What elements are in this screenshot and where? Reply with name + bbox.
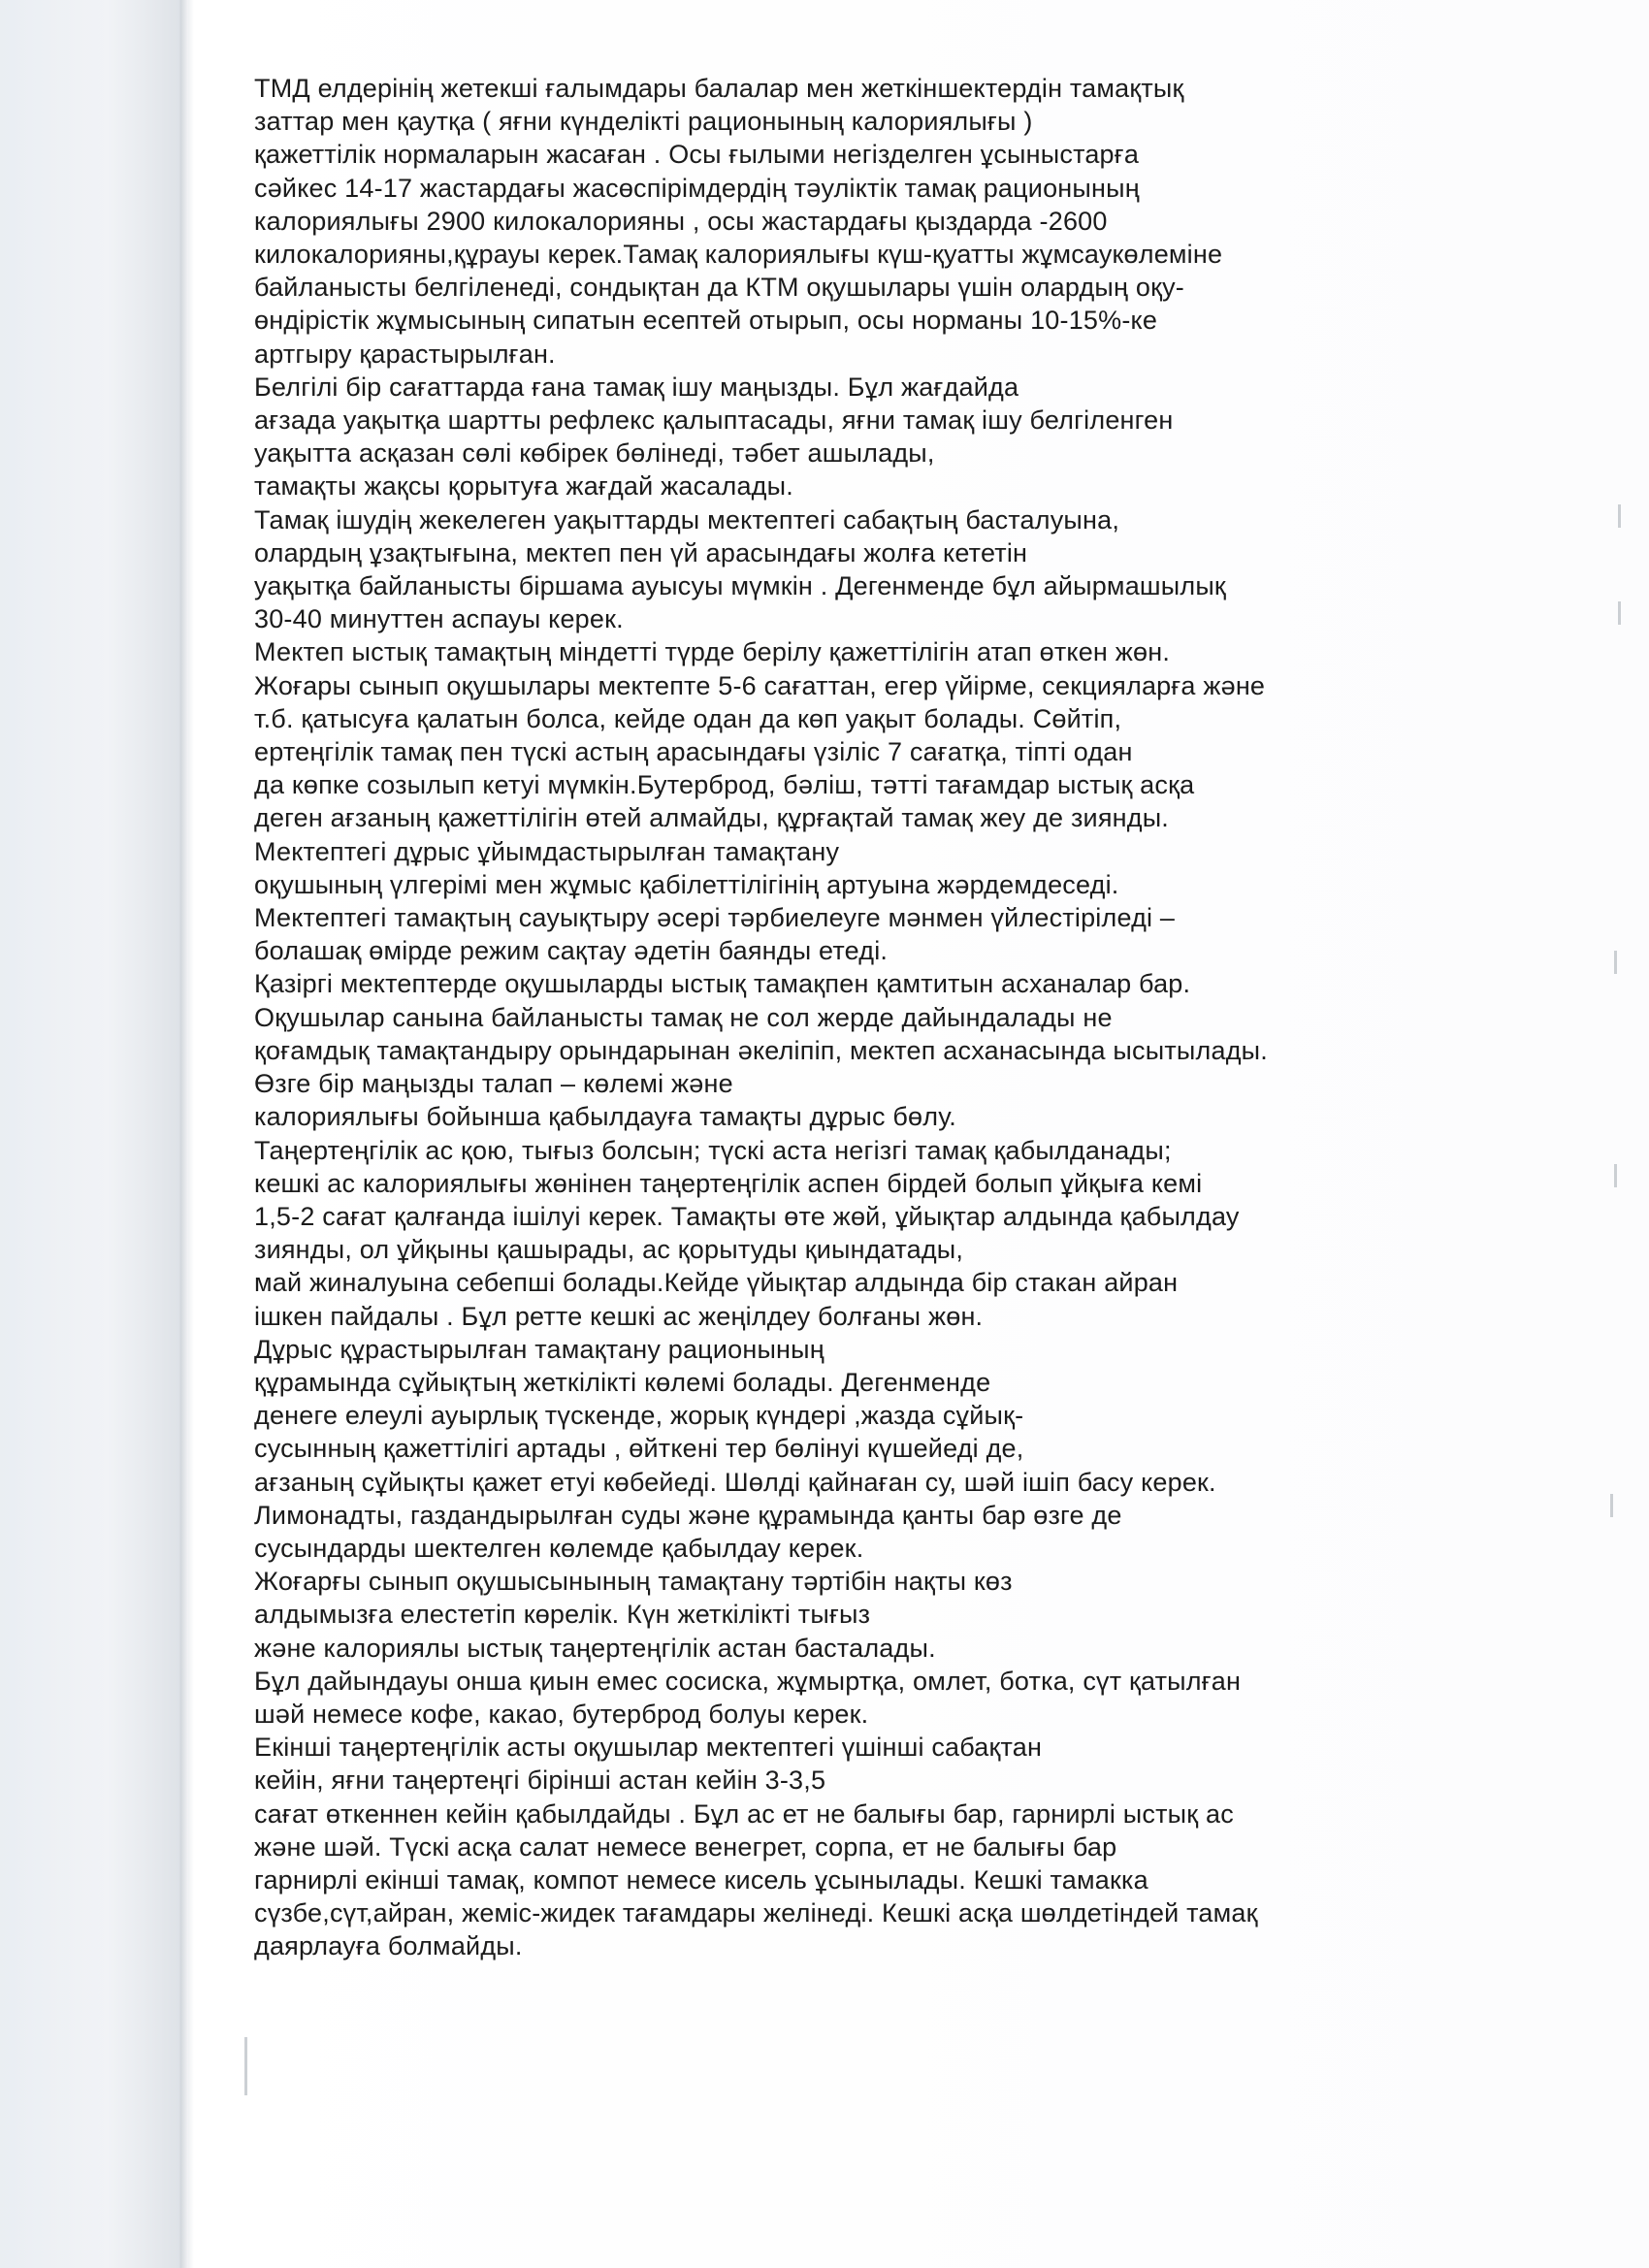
text-line: ертеңгілік тамақ пен түскі астың арасындағы үзіліс 7 сағатқа, тіпті одан <box>254 737 1133 767</box>
document-page <box>254 72 1505 2051</box>
page-gutter <box>180 0 188 2268</box>
text-line: және калориялы ыстық таңертеңгілік астан басталады. <box>254 1633 936 1663</box>
scan-speck <box>1610 1494 1613 1517</box>
text-line: алдымызға елестетіп көрелік. Күн жеткілікті тығыз <box>254 1600 871 1630</box>
scan-speck <box>1618 504 1621 528</box>
text-line: зиянды, ол ұйқыны қашырады, ас қорытуды қиындатады, <box>254 1235 964 1265</box>
text-line: болашақ өмірде режим сақтау әдетін баянды етеді. <box>254 936 889 966</box>
text-line: Дұрыс құрастырылған тамақтану рационының <box>254 1334 824 1364</box>
text-line: уақытта асқазан сөлі көбірек бөлінеді, тәбет ашылады, <box>254 438 935 469</box>
text-line: Тамақ ішудің жекелеген уақыттарды мектептегі сабақтың басталуына, <box>254 504 1120 535</box>
adjacent-page-bleed <box>0 0 179 2268</box>
text-line: олардың ұзақтығына, мектеп пен үй арасындағы жолға кететін <box>254 537 1028 567</box>
text-line: ағзаның сұйықты қажет етуі көбейеді. Шөлді қайнаған су, шәй ішіп басу керек. <box>254 1467 1216 1497</box>
text-line: қоғамдық тамақтандыру орындарынан әкеліпіп, мектеп асханасында ысытылады. <box>254 1035 1268 1065</box>
text-line: май жиналуына себепші болады.Кейде үйықтар алдында бір стакан айран <box>254 1268 1179 1298</box>
text-line: да көпке созылып кетуі мүмкін.Бутерброд, бәліш, тәтті тағамдар ыстық асқа <box>254 770 1195 800</box>
scan-speck <box>1614 1164 1617 1187</box>
text-line: өндірістік жұмысының сипатын есептей отырып, осы норманы 10-15%-ке <box>254 306 1158 336</box>
text-line: Таңертеңгілік ас қою, тығыз болсын; түскі аста негізгі тамақ қабылданады; <box>254 1135 1172 1165</box>
text-line: Жоғары сынып оқушылары мектепте 5-6 сағаттан, егер үйірме, секцияларға және <box>254 670 1266 700</box>
text-line: гарнирлі екінші тамақ, компот немесе кисель ұсынылады. Кешкі тамакка <box>254 1864 1148 1895</box>
text-line: денеге елеулі ауырлық түскенде, жорық күндері ,жазда сұйық- <box>254 1401 1024 1431</box>
text-line: Мектептегі дұрыс ұйымдастырылған тамақтану <box>254 836 840 866</box>
scan-speck <box>244 2037 247 2095</box>
scan-speck <box>1618 601 1621 625</box>
text-line: және шәй. Түскі асқа салат немесе венегрет, сорпа, ет не балығы бар <box>254 1831 1117 1862</box>
text-line: сүзбе,сүт,айран, жеміс-жидек тағамдары желінеді. Кешкі асқа шөлдетіндей тамақ <box>254 1898 1258 1928</box>
text-line: байланысты белгіленеді, сондықтан да КТМ оқушылары үшін олардың оқу- <box>254 273 1184 303</box>
text-line: калориялығы 2900 килокалорияны , осы жастардағы қыздарда -2600 <box>254 206 1108 236</box>
text-line: сусындарды шектелген көлемде қабылдау керек. <box>254 1533 864 1563</box>
text-line: артгыру қарастырылған. <box>254 339 556 369</box>
text-line: Екінші таңертеңгілік асты оқушылар мектептегі үшінші сабақтан <box>254 1733 1043 1763</box>
text-line: кешкі ас калориялығы жөнінен таңертеңгілік аспен бірдей болып ұйқыға кемі <box>254 1168 1203 1198</box>
text-line: килокалорияны,құрауы керек.Тамақ калориялығы күш-қуатты жұмсаукөлеміне <box>254 240 1223 270</box>
text-line: деген ағзаның қажеттілігін өтей алмайды, құрғақтай тамақ жеу де зиянды. <box>254 803 1170 833</box>
text-line: қажеттілік нормаларын жасаған . Осы ғылыми негізделген ұсыныстарға <box>254 140 1140 170</box>
text-line: Лимонадты, газдандырылған суды және құрамында қанты бар өзге де <box>254 1500 1122 1530</box>
text-line: 1,5-2 сағат қалғанда ішілуі керек. Тамақты өте жөй, ұйықтар алдында қабылдау <box>254 1201 1240 1231</box>
text-line: ішкен пайдалы . Бұл ретте кешкі ас жеңілдеу болғаны жөн. <box>254 1301 984 1331</box>
text-line: Жоғарғы сынып оқушысынының тамақтану тәртібін нақты көз <box>254 1567 1013 1597</box>
text-line: даярлауға болмайды. <box>254 1931 523 1961</box>
text-line: Қазіргі мектептерде оқушыларды ыстық тамақпен қамтитын асханалар бар. <box>254 969 1191 999</box>
text-line: Мектеп ыстық тамақтың міндетті түрде берілу қажеттілігін атап өткен жөн. <box>254 637 1171 667</box>
text-line: кейін, яғни таңертеңгі бірінші астан кейін 3-3,5 <box>254 1766 826 1796</box>
text-line: калориялығы бойынша қабылдауға тамақты дұрыс бөлу. <box>254 1102 956 1132</box>
text-line: Мектептегі тамақтың сауықтыру әсері тәрбиелеуге мәнмен үйлестіріледі – <box>254 903 1176 933</box>
text-line: тамақты жақсы қорытуға жағдай жасалады. <box>254 471 793 502</box>
text-line: сәйкес 14-17 жастардағы жасөспірімдердің тәуліктік тамақ рационының <box>254 173 1140 203</box>
text-line: құрамында сұйықтың жеткілікті көлемі болады. Дегенменде <box>254 1367 991 1397</box>
scan-speck <box>1614 951 1617 974</box>
text-line: шәй немесе кофе, какао, бутерброд болуы керек. <box>254 1699 869 1729</box>
text-line: ағзада уақытқа шартты рефлекс қалыптасады, яғни тамақ ішу белгіленген <box>254 405 1174 436</box>
text-line: оқушының үлгерімі мен жұмыс қабілеттілігінің артуына жәрдемдеседі. <box>254 869 1119 899</box>
text-line: сағат өткеннен кейін қабылдайды . Бұл ас ет не балығы бар, гарнирлі ыстық ас <box>254 1798 1234 1829</box>
text-line: уақытқа байланысты біршама ауысуы мүмкін . Дегенменде бұл айырмашылық <box>254 571 1226 601</box>
text-line: ТМД елдерінің жетекші ғалымдары балалар мен жеткіншектердін тамақтық <box>254 74 1184 103</box>
text-line: Бұл дайындауы онша қиын емес сосиска, жұмыртқа, омлет, ботка, сүт қатылған <box>254 1666 1242 1696</box>
text-line: Өзге бір маңызды талап – көлемі және <box>254 1069 733 1099</box>
text-line: Оқушылар санына байланысты тамақ не сол жерде дайындалады не <box>254 1002 1113 1032</box>
text-line: заттар мен қаутқа ( яғни күнделікті рационының калориялығы ) <box>254 107 1033 137</box>
text-line: 30-40 минуттен аспауы керек. <box>254 604 624 634</box>
text-line: Белгілі бір сағаттарда ғана тамақ ішу маңызды. Бұл жағдайда <box>254 372 1019 402</box>
text-line: т.б. қатысуға қалатын болса, кейде одан да көп уақыт болады. Сөйтіп, <box>254 703 1122 733</box>
text-line: сусынның қажеттілігі артады , өйткені тер бөлінуі күшейеді де, <box>254 1434 1024 1464</box>
